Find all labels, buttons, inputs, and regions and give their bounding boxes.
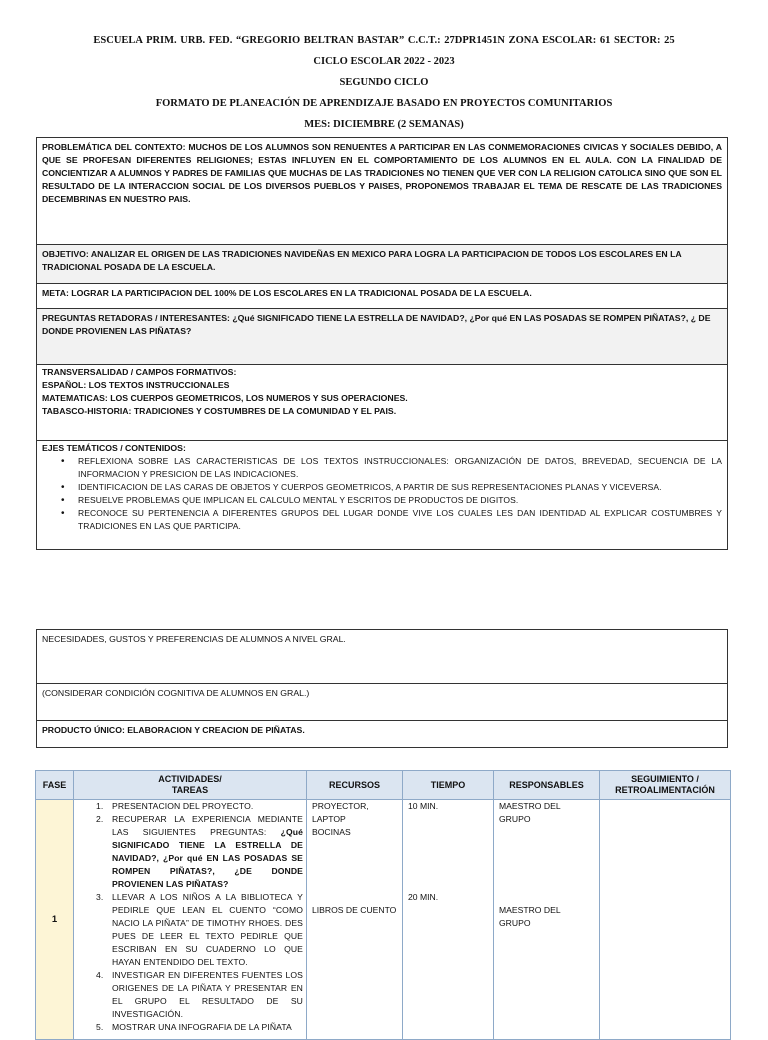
month-line: MES: DICIEMBRE (2 SEMANAS) bbox=[304, 119, 464, 130]
ejes-list bbox=[42, 455, 722, 533]
school-year-line: CICLO ESCOLAR 2022 - 2023 bbox=[313, 56, 455, 67]
transversalidad-espanol: ESPAÑOL: LOS TEXTOS INSTRUCCIONALES bbox=[42, 380, 230, 390]
header-seguimiento bbox=[600, 771, 731, 800]
responsable-item: MAESTRO DEL GRUPO bbox=[499, 801, 561, 824]
transversalidad-section bbox=[37, 365, 727, 441]
format-title: FORMATO DE PLANEACIÓN DE APRENDIZAJE BASADO EN PROYECTOS COMUNITARIOS bbox=[155, 98, 613, 109]
table-header-row bbox=[36, 771, 731, 800]
header-actividades-line2: TAREAS bbox=[171, 785, 209, 795]
document-header bbox=[0, 33, 768, 138]
activity-item: 4. INVESTIGAR EN DIFERENTES FUENTES LOS ORIGENES DE LA PIÑATA Y PRESENTAR EN EL GRUPO EL RESULTADO DE SU INVESTIGACIÓN. bbox=[96, 970, 303, 1019]
header-seguimiento-line1: SEGUIMIENTO / bbox=[631, 774, 699, 784]
transversalidad-historia: TABASCO-HISTORIA: TRADICIONES Y COSTUMBRES DE LA COMUNIDAD Y EL PAIS. bbox=[42, 406, 397, 416]
activity-item: 1. PRESENTACION DEL PROYECTO. bbox=[96, 801, 254, 811]
tiempo-item: 10 MIN. bbox=[408, 801, 439, 811]
necesidades-section: NECESIDADES, GUSTOS Y PREFERENCIAS DE ALUMNOS A NIVEL GRAL. bbox=[37, 630, 727, 684]
table-row bbox=[36, 800, 731, 1040]
recursos-cell bbox=[307, 800, 403, 1040]
activity-item: 3. LLEVAR A LOS NIÑOS A LA BIBLIOTECA Y PEDIRLE QUE LEAN EL CUENTO “COMO NACIO LA PIÑATA” DE TIMOTHY RHOES. DES PUES DE LEER EL TEXTO PEDIRLE QUE ESCRIBAN EN SU CUADERNO LO QUE HAYAN ENTENDIDO DEL TEXTO. bbox=[96, 892, 303, 967]
recurso-item: PROYECTOR, bbox=[312, 801, 369, 811]
seguimiento-cell bbox=[600, 800, 731, 1040]
header-responsables: RESPONSABLES bbox=[494, 771, 600, 800]
recurso-item: LAPTOP bbox=[312, 814, 346, 824]
activities-list bbox=[74, 800, 306, 1034]
ejes-item: • RECONOCE SU PERTENENCIA A DIFERENTES GRUPOS DEL LUGAR DONDE VIVE LOS CUALES LES DAN IDENTIDAD AL EXPLICAR COSTUMBRES Y TRADICIONES EN LAS QUE PARTICIPA. bbox=[42, 507, 722, 533]
school-info-line: ESCUELA PRIM. URB. FED. “GREGORIO BELTRAN BASTAR” C.C.T.: 27DPR1451N ZONA ESCOLAR: 61 SECTOR: 25 bbox=[93, 35, 675, 46]
condicion-section: (CONSIDERAR CONDICIÓN COGNITIVA DE ALUMNOS EN GRAL.) bbox=[37, 684, 727, 721]
tiempo-cell bbox=[403, 800, 494, 1040]
objetivo-section: OBJETIVO: ANALIZAR EL ORIGEN DE LAS TRADICIONES NAVIDEÑAS EN MEXICO PARA LOGRA LA PARTICIPACION DE TODOS LOS ESCOLARES EN LA TRADICIONAL POSADA DE LA ESCUELA. bbox=[37, 245, 727, 284]
ejes-title: EJES TEMÁTICOS / CONTENIDOS: bbox=[42, 443, 186, 453]
ejes-item: • IDENTIFICACION DE LAS CARAS DE OBJETOS Y CUERPOS GEOMETRICOS, A PARTIR DE SUS REPRESENTACIONES PLANAS Y VICEVERSA. bbox=[42, 481, 722, 494]
actividades-cell bbox=[74, 800, 307, 1040]
responsable-item: MAESTRO DEL bbox=[499, 905, 561, 915]
activity-item: 2. RECUPERAR LA EXPERIENCIA MEDIANTE LAS SIGUIENTES PREGUNTAS: ¿Qué SIGNIFICADO TIENE LA ESTRELLA DE NAVIDAD?, ¿Por qué EN LAS POSADAS SE ROMPEN PIÑATAS?, ¿DE DONDE PROVIENEN LAS PIÑATAS? bbox=[96, 814, 303, 889]
header-fase: FASE bbox=[36, 771, 74, 800]
planning-box bbox=[36, 137, 728, 550]
ejes-section bbox=[37, 441, 727, 549]
transversalidad-matematicas: MATEMATICAS: LOS CUERPOS GEOMETRICOS, LOS NUMEROS Y SUS OPERACIONES. bbox=[42, 393, 408, 403]
header-actividades-line1: ACTIVIDADES/ bbox=[158, 774, 222, 784]
recurso-item: LIBROS DE CUENTO bbox=[312, 905, 397, 915]
preguntas-section: PREGUNTAS RETADORAS / INTERESANTES: ¿Qué SIGNIFICADO TIENE LA ESTRELLA DE NAVIDAD?, ¿Por qué EN LAS POSADAS SE ROMPEN PIÑATAS?, ¿ DE DONDE PROVIENEN LAS PIÑATAS? bbox=[37, 309, 727, 365]
cycle-line: SEGUNDO CICLO bbox=[339, 77, 429, 88]
meta-section: META: LOGRAR LA PARTICIPACION DEL 100% DE LOS ESCOLARES EN LA TRADICIONAL POSADA DE LA ESCUELA. bbox=[37, 284, 727, 309]
activity-item: 5. MOSTRAR UNA INFOGRAFIA DE LA PIÑATA bbox=[96, 1022, 292, 1032]
recurso-item: BOCINAS bbox=[312, 827, 351, 837]
needs-box bbox=[36, 629, 728, 748]
header-seguimiento-line2: RETROALIMENTACIÓN bbox=[615, 785, 715, 795]
responsables-cell bbox=[494, 800, 600, 1040]
header-recursos: RECURSOS bbox=[307, 771, 403, 800]
producto-section: PRODUCTO ÚNICO: ELABORACION Y CREACION DE PIÑATAS. bbox=[42, 725, 305, 735]
header-tiempo: TIEMPO bbox=[403, 771, 494, 800]
ejes-item: • REFLEXIONA SOBRE LAS CARACTERISTICAS DE LOS TEXTOS INSTRUCCIONALES: ORGANIZACIÓN DE DATOS, BREVEDAD, SECUENCIA DE LA INFORMACION Y PRESICION DE LAS INDICACIONES. bbox=[42, 455, 722, 481]
problematica-section: PROBLEMÁTICA DEL CONTEXTO: MUCHOS DE LOS ALUMNOS SON RENUENTES A PARTICIPAR EN LAS CONMEMORACIONES CIVICAS Y SOCIALES DEBIDO, A QUE SE PROFESAN DIFERENTES RELIGIONES; ESTAS INFLUYEN EN EL COMPORTAMIENTO DE LOS ALUMNOS EN EL AULA. CON LA FINALIDAD DE CONCIENTIZAR A ALUMNOS Y PADRES DE FAMILIAS QUE MUCHAS DE LAS TRADICIONES NO TIENEN QUE VER CON LA RELIGION CATOLICA SINO QUE SON EL RESULTADO DE LA INTERACCION SOCIAL DE LOS DIVERSOS PUEBLOS Y PAISES, PROPONEMOS TRABAJAR EL TEMA DE RESCATE DE LAS TRADICIONES DECEMBRINAS EN NUESTRO PAIS. bbox=[37, 138, 727, 245]
header-actividades bbox=[74, 771, 307, 800]
transversalidad-title: TRANSVERSALIDAD / CAMPOS FORMATIVOS: bbox=[42, 367, 237, 377]
ejes-item: • RESUELVE PROBLEMAS QUE IMPLICAN EL CALCULO MENTAL Y ESCRITOS DE PRODUCTOS DE DIGITOS. bbox=[42, 494, 722, 507]
tiempo-item: 20 MIN. bbox=[408, 892, 439, 902]
activities-table bbox=[35, 770, 731, 1040]
fase-cell: 1 bbox=[36, 800, 74, 1040]
responsable-item: GRUPO bbox=[499, 918, 531, 928]
